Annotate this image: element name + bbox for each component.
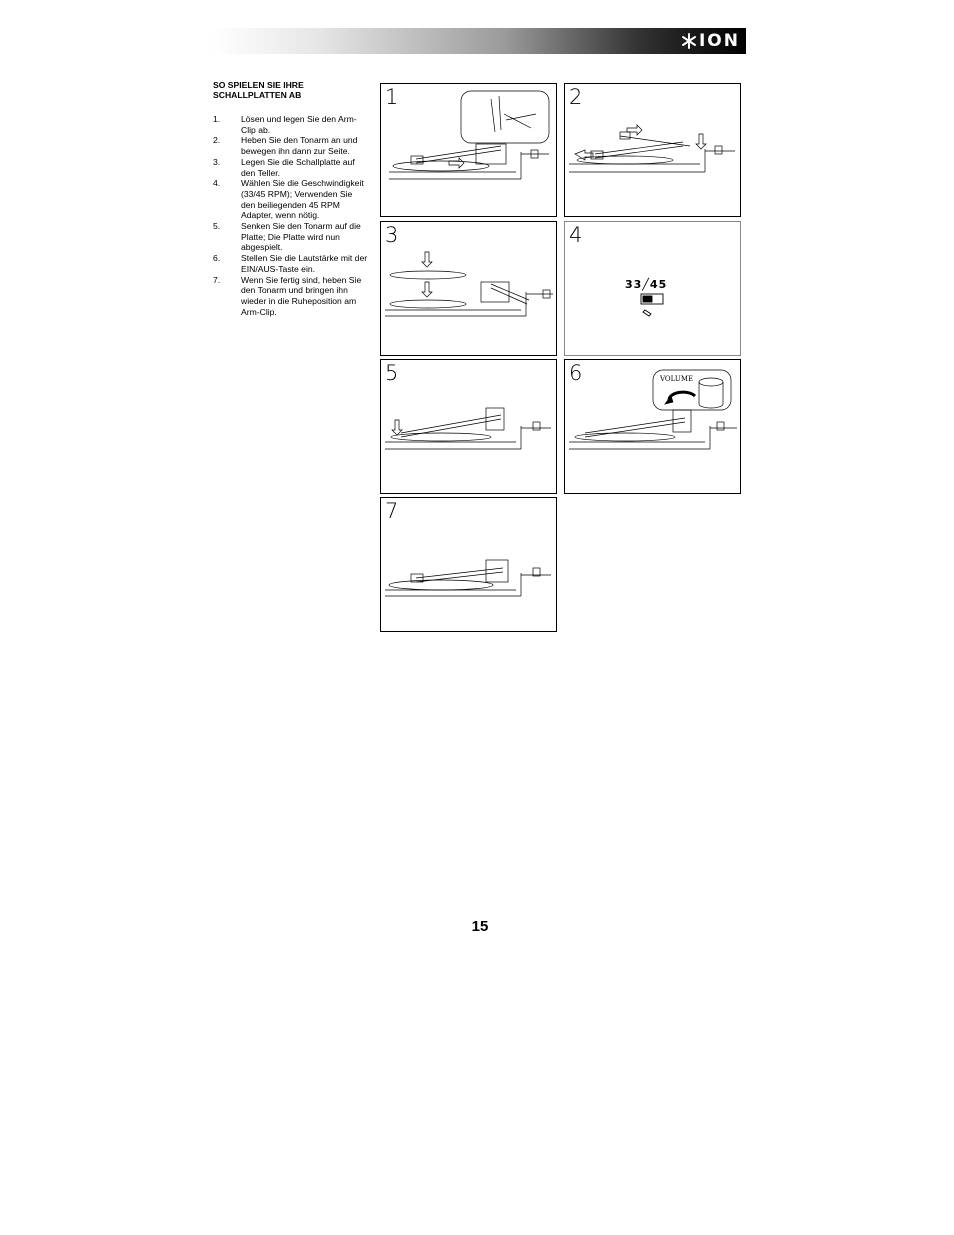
page-number: 15	[471, 918, 489, 935]
turntable-illustration	[381, 360, 556, 493]
speed-selector-label: 33╱45	[625, 278, 668, 291]
list-item: 2. Heben Sie den Tonarm an und bewegen ihn dann zur Seite.	[213, 135, 358, 157]
header-bar	[212, 28, 746, 54]
ion-logo	[681, 31, 740, 51]
step-panel-7	[380, 497, 557, 632]
list-item: 6. Stellen Sie die Lautstärke mit der EIN/AUS-Taste ein.	[213, 253, 368, 274]
list-item: 3. Legen Sie die Schallplatte auf den Teller.	[213, 156, 355, 178]
step-panel-2	[564, 83, 741, 217]
list-item: 1. Lösen und legen Sie den Arm-Clip ab.	[213, 114, 357, 135]
panel-number: 6	[569, 361, 583, 385]
steps-list	[213, 114, 369, 317]
step-panel-3	[380, 221, 557, 356]
instructions	[213, 80, 369, 317]
instructions-title: SO SPIELEN SIE IHRE SCHALLPLATTEN AB	[213, 80, 304, 100]
panel-number: 5	[385, 361, 399, 385]
turntable-illustration	[381, 84, 556, 216]
step-panel-5	[380, 359, 557, 494]
list-item: 4. Wählen Sie die Geschwindigkeit (33/45 RPM); Verwenden Sie den beiliegenden 45 RPM Adapter, wenn nötig.	[213, 178, 364, 221]
panel-number: 7	[385, 499, 399, 523]
list-item: 7. Wenn Sie fertig sind, heben Sie den Tonarm und bringen ihn wieder in die Ruheposition am Arm-Clip.	[213, 274, 362, 317]
brand-name: ION	[698, 31, 740, 51]
volume-label: VOLUME	[660, 375, 694, 383]
panel-number: 1	[385, 85, 399, 109]
step-panel-6	[564, 359, 741, 494]
panel-number: 4	[569, 223, 583, 247]
turntable-illustration	[381, 498, 556, 631]
starburst-icon	[681, 33, 697, 49]
turntable-illustration	[381, 222, 556, 355]
list-item: 5. Senken Sie den Tonarm auf die Platte; Die Platte wird nun abgespielt.	[213, 221, 361, 253]
turntable-illustration	[565, 84, 740, 216]
volume-knob-illustration	[565, 360, 740, 493]
panel-number: 2	[569, 85, 583, 109]
speed-switch-illustration	[565, 222, 740, 355]
step-panel-4	[564, 221, 741, 356]
panel-number: 3	[385, 223, 399, 247]
step-panel-1	[380, 83, 557, 217]
